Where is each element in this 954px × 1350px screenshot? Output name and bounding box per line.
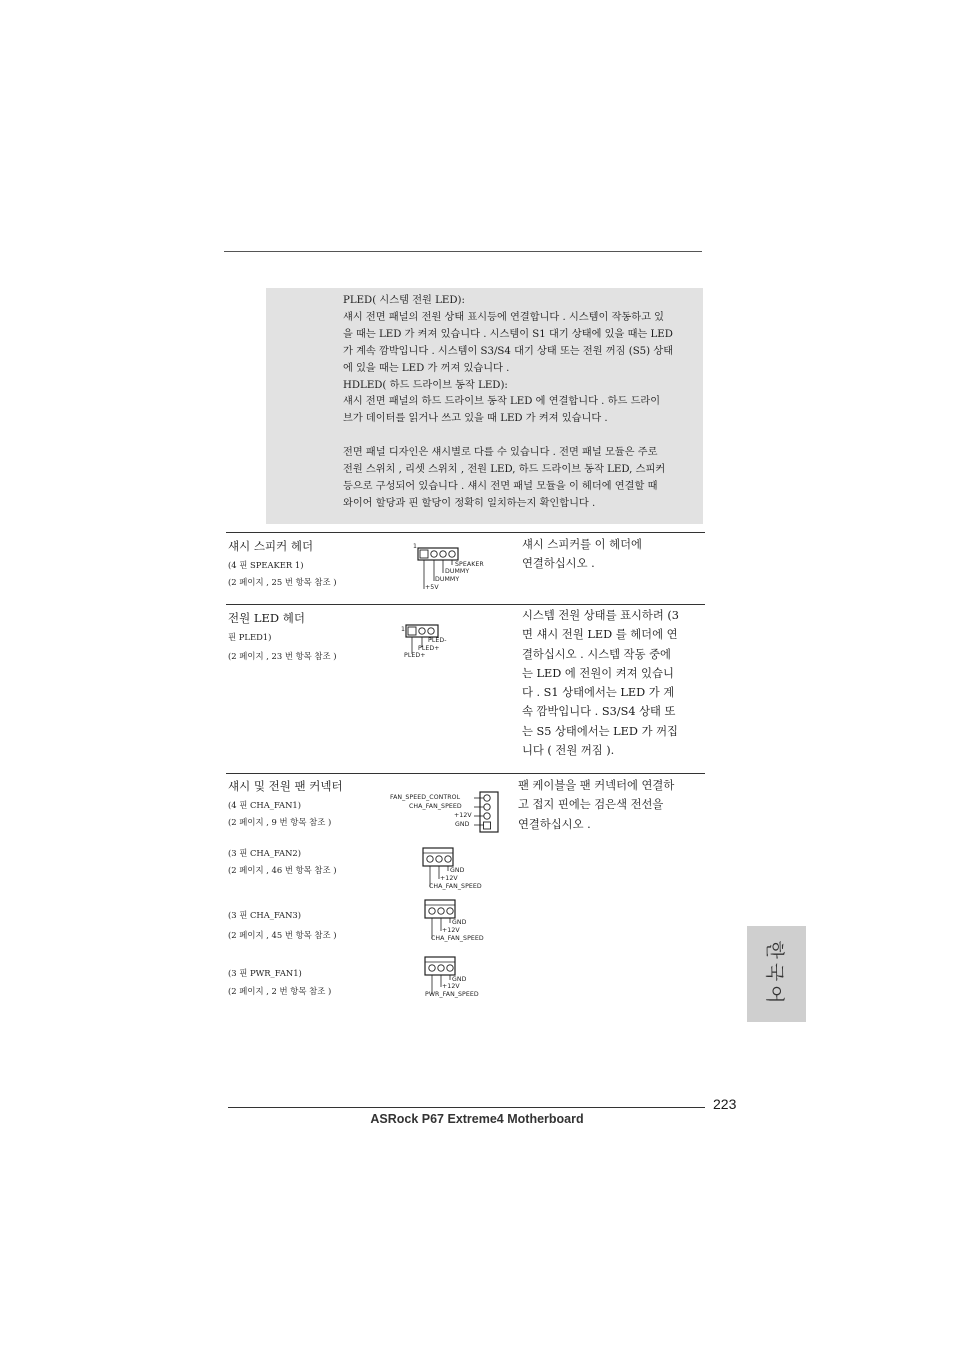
speaker-pins: (4 핀 SPEAKER 1)	[228, 560, 304, 570]
pin-label: PWR_FAN_SPEED	[425, 991, 479, 998]
pin-label: +5V	[425, 584, 439, 591]
top-rule	[224, 251, 702, 252]
pin-label: PLED-	[428, 637, 447, 644]
pin-label: DUMMY	[445, 568, 470, 575]
pin-label: SPEAKER	[455, 561, 484, 568]
pin-label: GND	[452, 919, 467, 926]
pin-label: +12V	[442, 983, 460, 990]
powerled-pins: 핀 PLED1)	[228, 632, 272, 642]
note-text: PLED( 시스템 전원 LED): 섀시 전면 패널의 전원 상태 표시등에 연결합니다 . 시스템이 작동하고 있 을 때는 LED 가 켜져 있습니다 . 시스템이 S1 대기 상태에 있을 때는 LED 가 계속 깜박입니다 . 시스템이 S3/S4 대기 상태 또는 전원 꺼짐 (S5) 상태 에 있을 때는 LED 가 꺼져 있습니다 . HDLED( 하드 드라이브 동작 LED): 섀시 전면 패널의 하드 드라이브 동작 LED 에 연결합니다 . 하드 드라이 브가 데이터를 읽거나 쓰고 있을 때 LED 가 켜져 있습니다 . 전면 패널 디자인은 섀시별로 다를 수 있습니다 . 전면 패널 모듈은 주로 전원 스위치 , 리셋 스위치 , 전원 LED, 하드 드라이브 동작 LED, 스피커 등으로 구성되어 있습니다 . 섀시 전면 패널 모듈을 이 헤더에 연결할 때 와이어 할당과 핀 할당이 정확히 일치하는지 확인합니다 .	[343, 295, 674, 509]
footer-title: ASRock P67 Extreme4 Motherboard	[370, 1112, 584, 1126]
bottom-rule	[228, 1107, 705, 1108]
language-tab-label: 한국어	[763, 940, 786, 1008]
pin-label: GND	[455, 821, 470, 828]
fan3-pins: (3 핀 CHA_FAN3)	[228, 910, 302, 920]
cha-fan1-diagram	[388, 790, 503, 834]
fan1-pins: (4 핀 CHA_FAN1)	[228, 800, 302, 810]
fan2-ref: (2 페이지 , 46 번 항목 참조 )	[228, 865, 337, 875]
pin-label: DUMMY	[435, 576, 460, 583]
powerled-title: 전원 LED 헤더	[228, 611, 305, 625]
fan-title: 섀시 및 전원 팬 커넥터	[228, 779, 343, 793]
pin-label: +12V	[440, 875, 458, 882]
pin-label: CHA_FAN_SPEED	[409, 803, 462, 810]
section-rule	[226, 773, 705, 774]
language-side-tab	[747, 926, 806, 1022]
fan4-pins: (3 핀 PWR_FAN1)	[228, 968, 302, 978]
cha-fan3-diagram	[422, 897, 497, 945]
speaker-desc: 섀시 스피커를 이 헤더에 연결하십시오 .	[522, 538, 642, 571]
cha-fan2-diagram	[420, 845, 495, 893]
pin-label: GND	[452, 976, 467, 983]
speaker-title: 섀시 스피커 헤더	[228, 539, 314, 553]
section-rule	[226, 604, 705, 605]
fan4-ref: (2 페이지 , 2 번 항목 참조 )	[228, 986, 332, 996]
pin-label: PLED+	[418, 645, 440, 652]
page-number: 223	[713, 1096, 737, 1112]
pin-label: PLED+	[404, 652, 426, 659]
pin-label: FAN_SPEED_CONTROL	[390, 794, 461, 801]
powerled-ref: (2 페이지 , 23 번 항목 참조 )	[228, 651, 337, 661]
pin1-label: 1	[413, 543, 418, 550]
fan1-ref: (2 페이지 , 9 번 항목 참조 )	[228, 817, 332, 827]
pin-label: CHA_FAN_SPEED	[431, 935, 484, 942]
fan2-pins: (3 핀 CHA_FAN2)	[228, 848, 302, 858]
pin1-label: 1	[401, 626, 406, 633]
pwr-fan1-diagram	[422, 954, 497, 1002]
speaker-header-diagram	[410, 545, 490, 595]
pin-label: +12V	[442, 927, 460, 934]
pin-label: CHA_FAN_SPEED	[429, 883, 482, 890]
speaker-ref: (2 페이지 , 25 번 항목 참조 )	[228, 577, 337, 587]
pin-label: +12V	[454, 812, 472, 819]
fan-desc: 팬 케이블을 팬 커넥터에 연결하 고 접지 핀에는 검은색 전선을 연결하십시오 .	[518, 779, 675, 831]
section-rule	[226, 532, 705, 533]
powerled-header-diagram	[398, 622, 468, 662]
fan3-ref: (2 페이지 , 45 번 항목 참조 )	[228, 930, 337, 940]
powerled-desc: 시스템 전원 상태를 표시하려 (3 면 섀시 전원 LED 를 헤더에 연 결하십시오 . 시스템 작동 중에 는 LED 에 전원이 켜져 있습니 다 . S1 상태에서는 LED 가 계 속 깜박입니다 . S3/S4 상태 또 는 S5 상태에서는 LED 가 꺼집 니다 ( 전원 꺼짐 ).	[522, 609, 679, 758]
pin-label: GND	[450, 867, 465, 874]
